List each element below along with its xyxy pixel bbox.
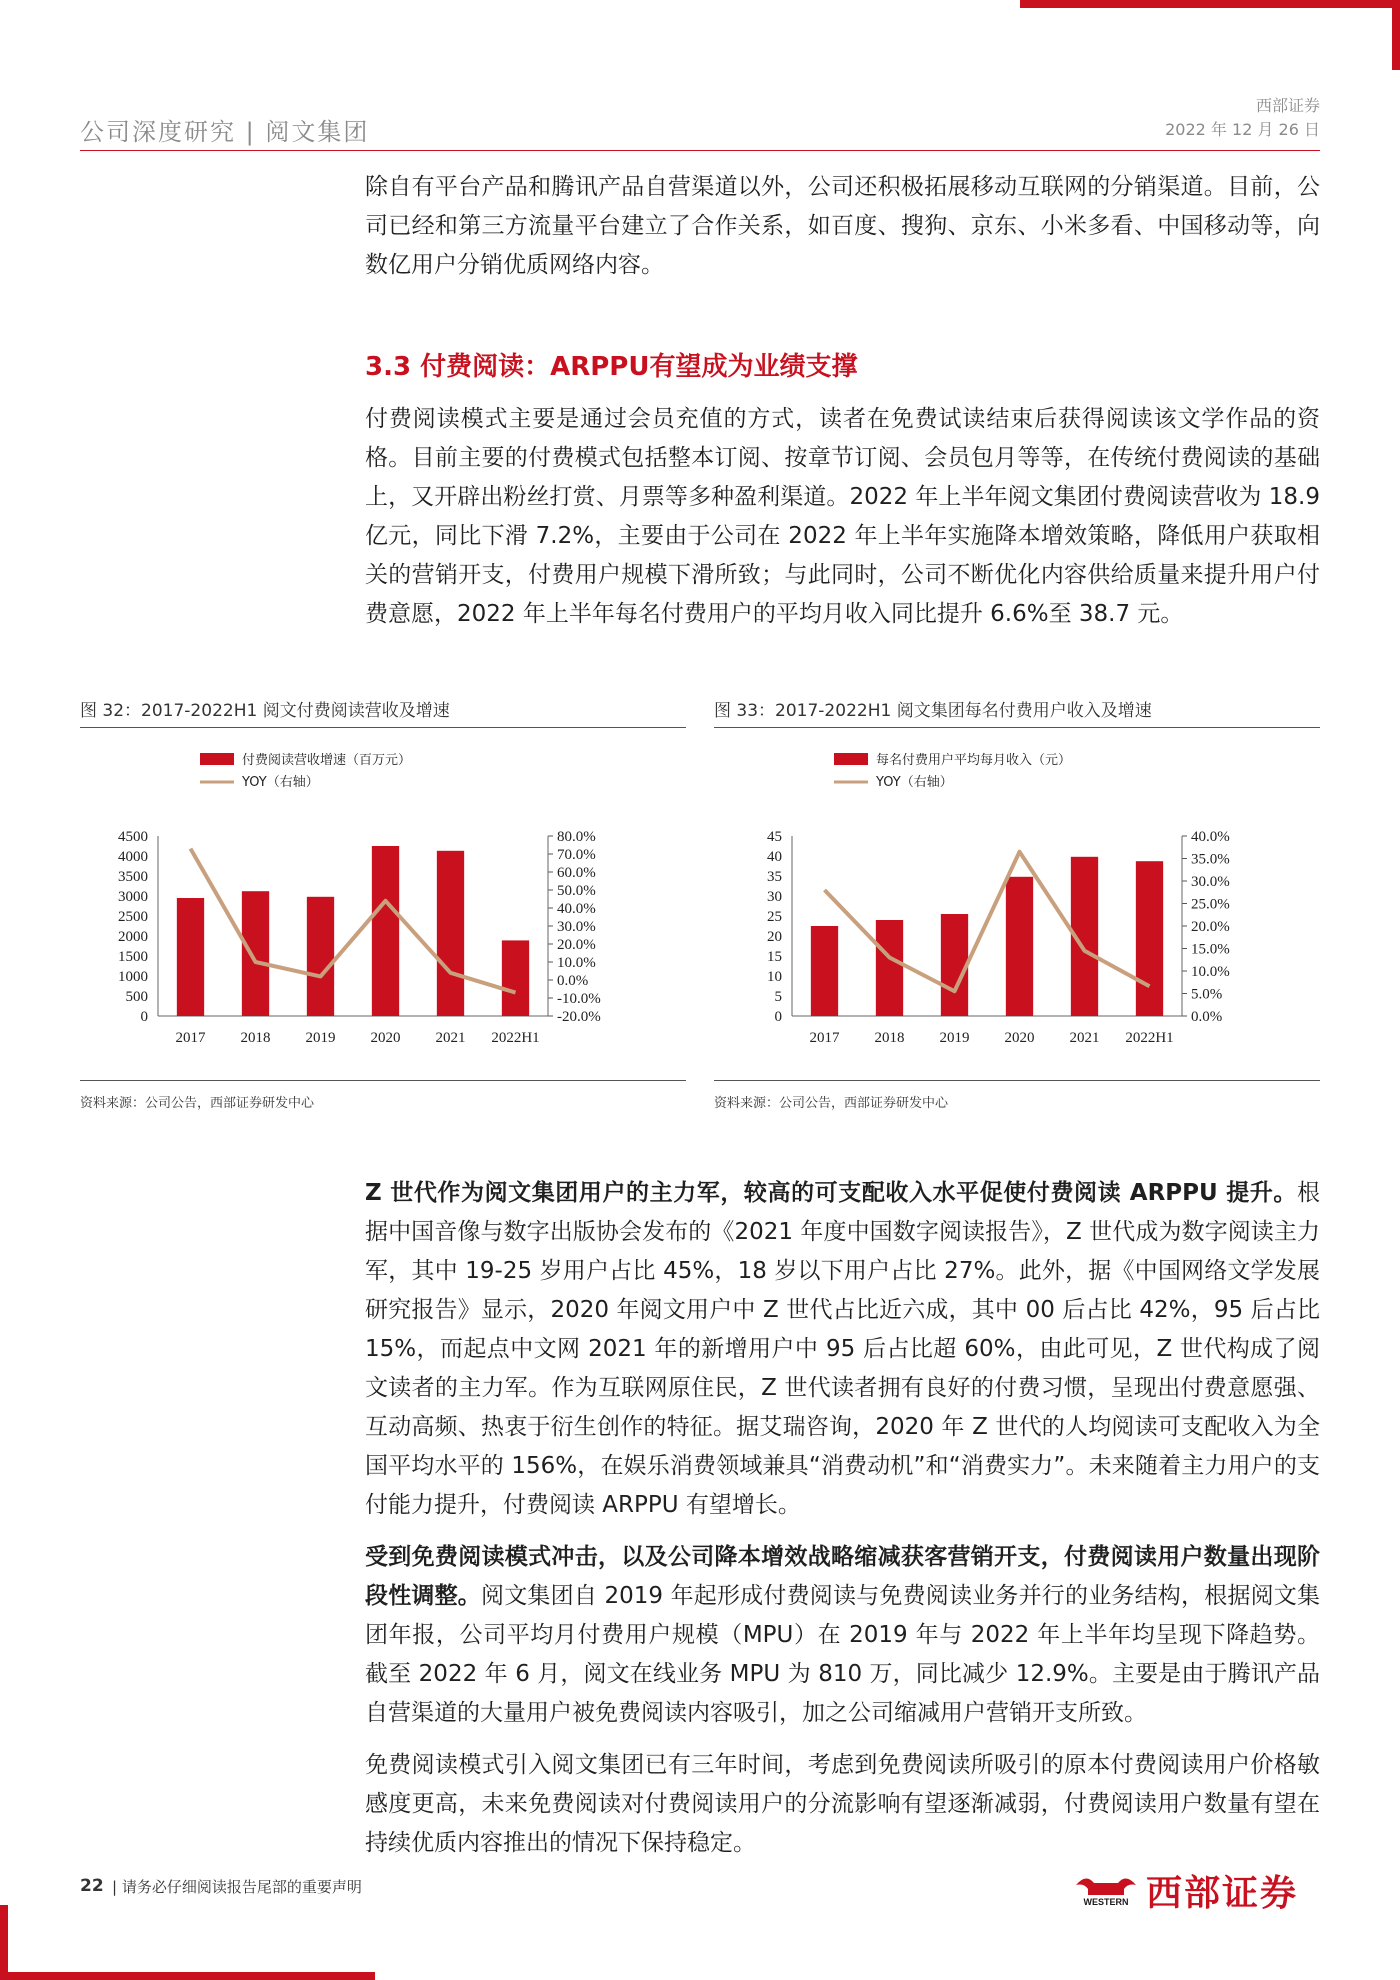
- left-axis-tick-label: 20: [767, 929, 782, 945]
- right-axis-tick-label: 5.0%: [1191, 986, 1223, 1003]
- chart-bar: [177, 898, 204, 1016]
- figure-33-chart: [714, 732, 1320, 1050]
- left-axis-tick-label: 5: [774, 989, 782, 1005]
- x-axis-tick-label: 2017: [809, 1030, 840, 1046]
- header-divider: [80, 150, 1320, 151]
- company-logo: [1072, 1865, 1298, 1916]
- legend-line-label: YOY（右轴）: [242, 775, 319, 790]
- report-header-title: 公司深度研究 | 阅文集团: [80, 118, 370, 146]
- footer-disclaimer: | 请务必仔细阅读报告尾部的重要声明: [112, 1878, 362, 1896]
- left-axis-tick-label: 2000: [118, 929, 148, 945]
- chart-bar: [437, 851, 464, 1016]
- figure-32-bottom-rule: [80, 1080, 686, 1081]
- x-axis-tick-label: 2017: [175, 1030, 206, 1046]
- page-number: 22: [80, 1876, 104, 1896]
- legend-bar-label: 每名付费用户平均每月收入（元）: [876, 753, 1072, 768]
- chart-bar: [1006, 877, 1033, 1016]
- x-axis-tick-label: 2022H1: [1125, 1030, 1174, 1046]
- intro-paragraph: 除自有平台产品和腾讯产品自营渠道以外，公司还积极拓展移动互联网的分销渠道。目前，公司已经和第三方流量平台建立了合作关系，如百度、搜狗、京东、小米多看、中国移动等，向数亿用户分销优质网络内容。: [365, 174, 1320, 278]
- right-axis-tick-label: 60.0%: [557, 865, 596, 881]
- chart-bar: [307, 897, 334, 1016]
- yoy-line: [825, 852, 1150, 992]
- right-axis-tick-label: 80.0%: [557, 829, 596, 845]
- figure-32-source: 资料来源：公司公告，西部证券研发中心: [80, 1096, 315, 1111]
- right-axis-tick-label: 35.0%: [1191, 851, 1230, 868]
- paragraph-paid-reading: 付费阅读模式主要是通过会员充值的方式，读者在免费试读结束后获得阅读该文学作品的资格。目前主要的付费模式包括整本订阅、按章节订阅、会员包月等等，在传统付费阅读的基础上，又开辟出粉丝打赏、月票等多种盈利渠道。2022 年上半年阅文集团付费阅读营收为 18.9 亿元，同比下滑 7.2%，主要由于公司在 2022 年上半年实施降本增效策略，降低用户获取相关的营销开支，付费用户规模下滑所致；与此同时，公司不断优化内容供给质量来提升用户付费意愿，2022 年上半年每名付费用户的平均月收入同比提升 6.6%至 38.7 元。: [365, 406, 1320, 627]
- logo-small-text: WESTERN: [1083, 1896, 1129, 1907]
- right-axis-tick-label: 20.0%: [1191, 919, 1230, 935]
- left-axis-tick-label: 500: [125, 989, 148, 1005]
- paragraph-free-reading: 免费阅读模式引入阅文集团已有三年时间，考虑到免费阅读所吸引的原本付费阅读用户价格敏感度更高，未来免费阅读对付费阅读用户的分流影响有望逐渐减弱，付费阅读用户数量有望在持续优质内容推出的情况下保持稳定。: [365, 1752, 1320, 1856]
- legend-bar-swatch: [200, 753, 234, 765]
- figure-33-caption: 图 33：2017-2022H1 阅文集团每名付费用户收入及增速: [714, 701, 1152, 721]
- bull-logo-icon: [1072, 1871, 1140, 1911]
- corner-accent-left: [0, 1905, 8, 1980]
- legend-bar-swatch: [834, 753, 868, 765]
- paragraph-gen-z-body: 根据中国音像与数字出版协会发布的《2021 年度中国数字阅读报告》，Z 世代成为数字阅读主力军，其中 19-25 岁用户占比 45%，18 岁以下用户占比 27%。此外，据《中国网络文学发展研究报告》显示，2020 年阅文用户中 Z 世代占比近六成，其中 00 后占比 42%，95 后占比 15%，而起点中文网 2021 年的新增用户中 95 后占比超 60%，由此可见，Z 世代构成了阅文读者的主力军。作为互联网原住民，Z 世代读者拥有良好的付费习惯，呈现出付费意愿强、互动高频、热衷于衍生创作的特征。据艾瑞咨询，2020 年 Z 世代的人均阅读可支配收入为全国平均水平的 156%，在娱乐消费领域兼具“消费动机”和“消费实力”。未来随着主力用户的支付能力提升，付费阅读 ARPPU 有望增长。: [365, 1180, 1320, 1518]
- x-axis-tick-label: 2022H1: [491, 1030, 540, 1046]
- left-axis-tick-label: 1500: [118, 949, 148, 965]
- left-axis-tick-label: 35: [767, 869, 782, 885]
- right-axis-tick-label: 15.0%: [1191, 941, 1230, 958]
- corner-accent-right: [1392, 0, 1400, 70]
- x-axis-tick-label: 2018: [874, 1030, 905, 1046]
- legend-line-label: YOY（右轴）: [876, 775, 953, 790]
- header-date: 2022 年 12 月 26 日: [1165, 120, 1320, 139]
- right-axis-tick-label: 30.0%: [1191, 874, 1230, 890]
- left-axis-tick-label: 15: [767, 949, 782, 965]
- x-axis-tick-label: 2020: [1004, 1030, 1035, 1046]
- chart-bar: [372, 846, 399, 1016]
- figure-32-caption: 图 32：2017-2022H1 阅文付费阅读营收及增速: [80, 701, 450, 721]
- footer-disclaimer-text: 请务必仔细阅读报告尾部的重要声明: [121, 1878, 362, 1896]
- left-axis-tick-label: 4000: [118, 849, 148, 865]
- paragraph-user-adjustment-lead: 受到免费阅读模式冲击，以及公司降本增效战略缩减获客营销开支，付费阅读用户数量出现阶段性调整。: [365, 1544, 1320, 1609]
- corner-accent-bottom: [0, 1972, 375, 1980]
- yoy-line: [191, 849, 516, 993]
- left-axis-tick-label: 4500: [118, 829, 148, 845]
- x-axis-tick-label: 2021: [1069, 1030, 1100, 1046]
- chart-bar: [502, 940, 529, 1016]
- right-axis-tick-label: 0.0%: [1191, 1009, 1223, 1025]
- right-axis-tick-label: 50.0%: [557, 883, 596, 899]
- x-axis-tick-label: 2019: [939, 1030, 970, 1046]
- right-axis-tick-label: 30.0%: [557, 919, 596, 935]
- header-brand: 西部证券: [1255, 96, 1320, 115]
- chart-bar: [941, 914, 968, 1016]
- figure-33-rule: [714, 727, 1320, 728]
- chart-bar: [1136, 861, 1163, 1016]
- report-header-meta: [1165, 94, 1320, 142]
- left-axis-tick-label: 0: [140, 1009, 148, 1025]
- x-axis-tick-label: 2018: [240, 1030, 271, 1046]
- x-axis-tick-label: 2019: [305, 1030, 336, 1046]
- paragraph-user-adjustment-body: 阅文集团自 2019 年起形成付费阅读与免费阅读业务并行的业务结构，根据阅文集团年报，公司平均月付费用户规模（MPU）在 2019 年与 2022 年上半年均呈现下降趋势。截至 2022 年 6 月，阅文在线业务 MPU 为 810 万，同比减少 12.9%。主要是由于腾讯产品自营渠道的大量用户被免费阅读内容吸引，加之公司缩减用户营销开支所致。: [365, 1583, 1321, 1726]
- left-axis-tick-label: 30: [767, 889, 782, 905]
- left-axis-tick-label: 25: [767, 909, 782, 925]
- right-axis-tick-label: 20.0%: [557, 937, 596, 953]
- paragraph-gen-z: [365, 1174, 1320, 1525]
- x-axis-tick-label: 2020: [370, 1030, 401, 1046]
- right-axis-tick-label: 10.0%: [557, 955, 596, 971]
- figure-32-rule: [80, 727, 686, 728]
- paragraph-gen-z-lead: Z 世代作为阅文集团用户的主力军，较高的可支配收入水平促使付费阅读 ARPPU 提升。: [365, 1180, 1297, 1206]
- corner-accent-top: [1020, 0, 1400, 8]
- figure-33-bottom-rule: [714, 1080, 1320, 1081]
- right-axis-tick-label: 70.0%: [557, 847, 596, 863]
- right-axis-tick-label: 10.0%: [1191, 964, 1230, 980]
- left-axis-tick-label: 10: [767, 969, 782, 985]
- logo-brand-text: 西部证券: [1146, 1873, 1299, 1914]
- right-axis-tick-label: 40.0%: [557, 901, 596, 917]
- right-axis-tick-label: -20.0%: [557, 1009, 601, 1025]
- left-axis-tick-label: 1000: [118, 969, 148, 985]
- left-axis-tick-label: 45: [767, 829, 782, 845]
- section-title: 3.3 付费阅读：ARPPU有望成为业绩支撑: [365, 352, 858, 382]
- left-axis-tick-label: 2500: [118, 909, 148, 925]
- left-axis-tick-label: 40: [767, 849, 782, 865]
- legend-bar-label: 付费阅读营收增速（百万元）: [242, 753, 412, 768]
- x-axis-tick-label: 2021: [435, 1030, 466, 1046]
- figure-32-chart: [80, 732, 686, 1050]
- left-axis-tick-label: 3000: [118, 889, 148, 905]
- right-axis-tick-label: 0.0%: [557, 973, 589, 989]
- chart-bar: [242, 891, 269, 1016]
- chart-bar: [811, 926, 838, 1016]
- paragraph-user-adjustment: [365, 1538, 1320, 1733]
- right-axis-tick-label: -10.0%: [557, 991, 601, 1007]
- left-axis-tick-label: 0: [774, 1009, 782, 1025]
- figure-33-source: 资料来源：公司公告，西部证券研发中心: [714, 1096, 949, 1111]
- right-axis-tick-label: 25.0%: [1191, 896, 1230, 913]
- chart-bar: [876, 920, 903, 1016]
- left-axis-tick-label: 3500: [118, 869, 148, 885]
- right-axis-tick-label: 40.0%: [1191, 829, 1230, 845]
